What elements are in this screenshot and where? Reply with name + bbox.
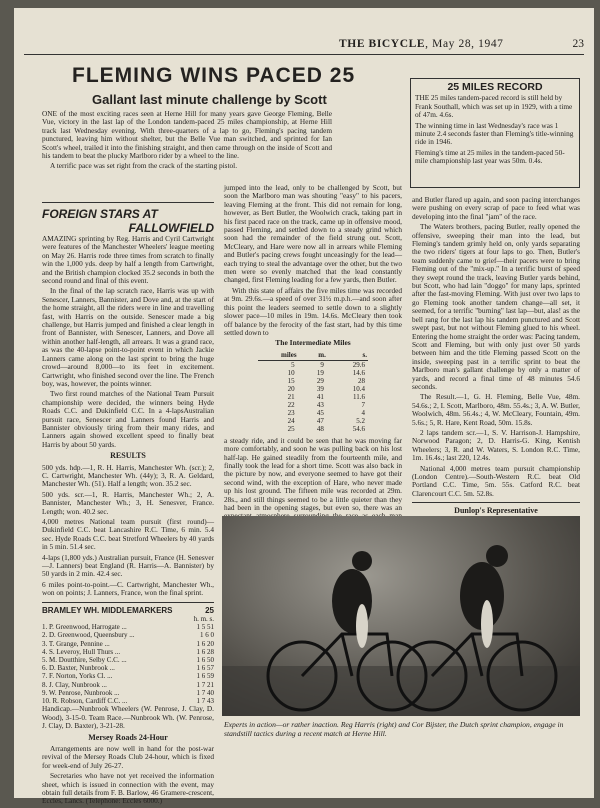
column-right	[412, 196, 580, 554]
intro-paragraph: ONE of the most exciting races seen at Herne Hill for many years gave George Fleming, Belle Vue, victory in the last lap of the London tandem-paced 25 miles championship, at Herne Hill track last Wednesday evening. With three-quarters of a lap to go, Fleming's pacing tandem punctured, leaving him without shelter, but the Belle Vue man switched, and sprinted for Ian Scott's wheel, trailed it into the finishing straight, and then came through on the inside of Scott and his tandem to beat the plucky Marlboro rider by a wheel to the line.	[42, 109, 332, 161]
article-paragraph: AMAZING sprinting by Reg. Harris and Cyril Cartwright were features of the Manchester Wheelers' league meeting on May 26. Harris rode three times from scratch to finally win the 1,000 yds. deep by half a length from Cartwright, and the British champion clocked 35.2 seconds in both the second round and final of this event.	[42, 234, 214, 286]
table-row: 3. T. Grange, Pennine ... 1 6 20	[42, 639, 214, 648]
table-row: 2. D. Greenwood, Queensbury ... 1 6 0	[42, 631, 214, 640]
result-entry: 500 yds. hdp.—1, R. H. Harris, Manchester Wh. (scr.); 2, C. Cartwright, Manchester Wh. (44y); 3, R. A. Geldard, Manchester Wh. (51). Half a length; won. 35.2 sec.	[42, 462, 214, 489]
photo-illustration	[222, 516, 580, 716]
page-header	[24, 36, 584, 55]
table-row: 5. M. Doutthire, Selby C.C. ... 1 6 50	[42, 656, 214, 665]
photo-caption: Experts in action—or rather inaction. Reg Harris (right) and Cor Bijster, the Dutch sprint champion, engage in standstill tactics during a recent match at Herne Hill.	[224, 720, 564, 738]
intro-text	[42, 110, 332, 173]
result-entry: 4,000 metres National team pursuit (first round)—Dukinfield C.C. beat Lancashire R.C. Time, 6 min. 5.4 sec. Hyde Roads C.C. beat Stretford Wheelers by 40 yards in 5 min. 51.4 sec.	[42, 517, 214, 552]
header-line: THE BICYCLE, May 28, 1947	[339, 38, 504, 50]
result-entry: 4-laps (1,800 yds.) Australian pursuit, France (H. Senesver—J. Lanners) beat England (R. Harris—A. Bannister) by 50 yards in 2 min. 42.4 sec.	[42, 552, 214, 579]
mersey-title: Mersey Roads 24-Hour	[88, 732, 168, 742]
bramley-note: Handicap.—Nunbrook Wheelers (W. Penrose, J. Clay, D. Wood), 3-15-0. Team Race.—Nunbrook Wh. (W. Penrose, J. Clay, D. Baxter), 3-21-28.	[42, 704, 214, 731]
time-header: h. m. s.	[193, 615, 214, 624]
table-row: 10. R. Robson, Cardiff C.C. ... 1 7 43	[42, 697, 214, 706]
table-row: 5 9 29.6	[291, 360, 365, 369]
result-entry: National 4,000 metres team pursuit championship (London Centre).—South-Western R.C. beat Old Portland C.C. Time, 5m. 55s. Catford R.C. beat Clarencourt C.C. 5m. 52.8s.	[412, 463, 580, 498]
mersey-paragraph: Arrangements are now well in hand for the post-war revival of the Mersey Roads Club 24-hour, which is fixed for week-end of July 26-27.	[42, 743, 214, 770]
table-row: 20 39 10.4	[287, 384, 365, 393]
foreign-stars-title: FOREIGN STARS AT FALLOWFIELD	[42, 207, 214, 235]
cyclists-photo	[222, 516, 580, 716]
bramley-results-table	[42, 615, 214, 705]
subhead: Gallant last minute challenge by Scott	[92, 92, 327, 107]
table-row: 23 45 4	[287, 408, 365, 417]
table-row: 4. S. Leveroy, Hull Thurs ... 1 6 28	[42, 647, 214, 656]
dunlop-title: Dunlop's Representative	[454, 506, 538, 516]
article-paragraph: With this state of affairs the five miles time was recorded at 9m. 29.6s.—a speed of over 31½ m.p.h.—and soon after this point the leaders seemed to settle down to a slightly slower pace—10 miles in 19m. 14.6s. McCleary then took off balance by the ferocity of the fast start, had by this time settled down to	[224, 285, 402, 337]
article-paragraph: jumped into the lead, only to be challenged by Scott, but soon the Marlboro man was shouting "easy" to his pacers, leaving Fleming at the front. This did not remain for long, however, as Bert Butler, the Woolwich crack, taking part in his first paced race on the track, came up in offensive mood, passed Fleming, and settled down to a steady grind which soon had the remainder of the field strung out. Scott, McCleary, and Hare were now all in arrears while Fleming and Butler's pacing crews fought unceasingly for the lead—each trying to steal the advantage over the other, but the two men were so evenly matched that the lead constantly changed, first Fleming leading for a few yards, then Butler.	[224, 183, 402, 285]
result-entry: The Result.—1, G. H. Fleming, Belle Vue, 48m. 54.6s.; 2, I. Scott, Marlboro, 48m. 55.4s.; 3, A. W. Butler, Woolwich, 48m. 56.4s.; 4, W. McCleary, Fountain, 49m. 5.6s.; 5, R. Hare, Kent Road, 50m. 15.8s.	[412, 392, 580, 427]
divider	[42, 602, 214, 603]
table-row: 10 19 14.6	[287, 368, 365, 377]
table-row: 22 43 7	[287, 400, 365, 409]
table-row: 21 41 11.6	[287, 392, 365, 401]
record-box-paragraph: The winning time in last Wednesday's race was 1 minute 2.4 seconds faster than Fleming's title-winning ride in 1946.	[415, 120, 574, 147]
miles-table-title: The Intermediate Miles	[275, 338, 351, 348]
table-row: 6. D. Baxter, Nunbrook ... 1 6 57	[42, 664, 214, 673]
results-heading: RESULTS	[110, 451, 146, 461]
article-paragraph: In the final of the lap scratch race, Harris was up with Senescer, Lanners, Bannister, and Dove and, at the start of the home straight, all the riders were in line and travelling fast, with Harris on the outside. Senescer made a big challenge, but Harris jumped and finished a clear length in front of Bannister, with Senescer, Lanners, and Dove all within another half-length, all arrears. It was a grand race, as was the 40-lapse point-to-point event in which Jackie Lanners came along on the last sprint to bring the huge crowd—around 8,000—to its feet in excitement. Cartwright, who finished second over the line. The French boy, was, however, the points winner.	[42, 286, 214, 388]
record-box-paragraph: THE 25 miles tandem-paced record is still held by Frank Southall, which was set up in 1929, with a time of 47m. 4.6s.	[415, 93, 573, 120]
column-middle	[224, 184, 402, 540]
table-row: 15 29 28	[287, 376, 365, 385]
table-row: 8. J. Clay, Nunbrook ... 1 7 21	[42, 680, 214, 689]
magazine-page	[14, 8, 594, 806]
column-left	[42, 198, 214, 808]
result-entry: 6 miles point-to-point.—C. Cartwright, Manchester Wh., won on points; J. Lanners, France, won the final sprint.	[42, 579, 214, 598]
article-paragraph: and Butler flared up again, and soon pacing interchanges were pushing on every scrap of pace to feed what was developing into the final "jam" of the race.	[412, 195, 580, 221]
record-box	[410, 78, 580, 188]
divider	[412, 502, 580, 503]
page-number: 23	[572, 38, 584, 50]
divider	[42, 202, 214, 203]
article-paragraph: Two first round matches of the National Team Pursuit championship were decided, the winners being Hyde Roads C.C. and Dukinfield C.C. In a 4-lapsAustralian pursuit race, Senescer and Lanners found Harris and Bannister obviously tiring from their many rides, and Lanners again showed excellent speed to finally beat Harris by about 50 yards.	[42, 389, 214, 449]
article-paragraph: The Waters brothers, pacing Butler, really opened the offensive, sweeping their man into the lead, but Fleming's tandem grimly held on, only yards separating the two riders' tigers at four laps to go. Then, Butler's team suddenly came to grief—their pacers were to bring Fleming out of the "mix-up." In a terrific burst of speed they swept round the track, leaving Butler yards behind, but Scott, who had lain "doggo" for many laps, sprinted after the fast-moving Fleming. With just over two laps to go Fleming took another tandem change—all set, it seemed, for a terrific "burning" last lap—but, alas! as the bell rang for the last lap his tandem punctured and Scott swept past, but not without Fleming glued to his wheel. Entering the home straight the order was: Pacing tandem, Scott and Fleming, but with only just over 50 yards between him and the title Fleming passed Scott on the inside, sweeping past in a terrific sprint to beat the Marlboro man's gallant challenge by only a matter of yards, and record a final time of 48 minutes 54.6 seconds.	[412, 222, 580, 391]
article-paragraph: a steady ride, and it could be seen that he was moving far more comfortably, and soon he was pulling back on his lost half-lap. He gained steadily from the fourteenth mile, and finally took the lead for a short time. Scott was also back in the picture by now, and everyone seemed to have got their second wind, with the exception of Hare, who never made up his lost ground. The fifteen mile was recorded at 29m. 28s., and still things seemed to be a little quieter than they had been in the opening stages, but even so, there was an	[224, 435, 402, 512]
record-box-paragraph: Fleming's time at 25 miles in the tandem-paced 50-mile championship last year was 50m. 0.4s.	[415, 147, 565, 166]
record-box-title: 25 MILES RECORD	[447, 81, 543, 93]
intermediate-miles-table: miles m. s. 5 9 29.6 10 19 14.6 15 29 28 20 39 10.4 21 41 11.6 22 43 7 23 45 4 24 47 5.2 25 48 54.6	[258, 350, 368, 433]
result-entry: 500 yds. scr.—1, R. Harris, Manchester Wh.; 2, A. Bannister, Manchester Wh.; 3, H. Senesver, France. Length; won. 40.2 sec.	[42, 489, 214, 516]
table-row: 9. W. Penrose, Nunbrook ... 1 7 40	[42, 688, 214, 697]
issue-date: May 28, 1947	[432, 38, 504, 50]
table-row: 24 47 5.2	[287, 416, 365, 425]
table-row: 1. P. Greenwood, Harrogate ... 1 5 51	[42, 623, 214, 632]
table-row: 25 48 54.6	[287, 424, 365, 433]
result-entry: 2 laps tandem scr.—1, S. V. Harrison-J. Hampshire, Norwood Paragon; 2, D. Harris-G. King, Kentish Wheelers; 3, R. and W. Waters, S. London R.C. Time, 1m. 16.4s.; last 220, 12.4s.	[412, 427, 580, 463]
headline: FLEMING WINS PACED 25	[72, 64, 356, 87]
table-row: 7. F. Norton, Yorks Cl. ... 1 6 59	[42, 672, 214, 681]
magazine-title: THE BICYCLE	[339, 38, 426, 50]
bramley-title: BRAMLEY WH. MIDDLEMARKERS 25	[42, 605, 214, 615]
mersey-paragraph: Secretaries who have not yet received the information sheet, which is issued in connection with the event, may obtain full details from F. B. Barlow, 46 Gramere-crescent, Eccles, Lancs. (Telephone: Eccles 6000.)	[42, 771, 214, 806]
intro-paragraph: A terrific pace was set right from the crack of the starting pistol.	[50, 161, 238, 171]
